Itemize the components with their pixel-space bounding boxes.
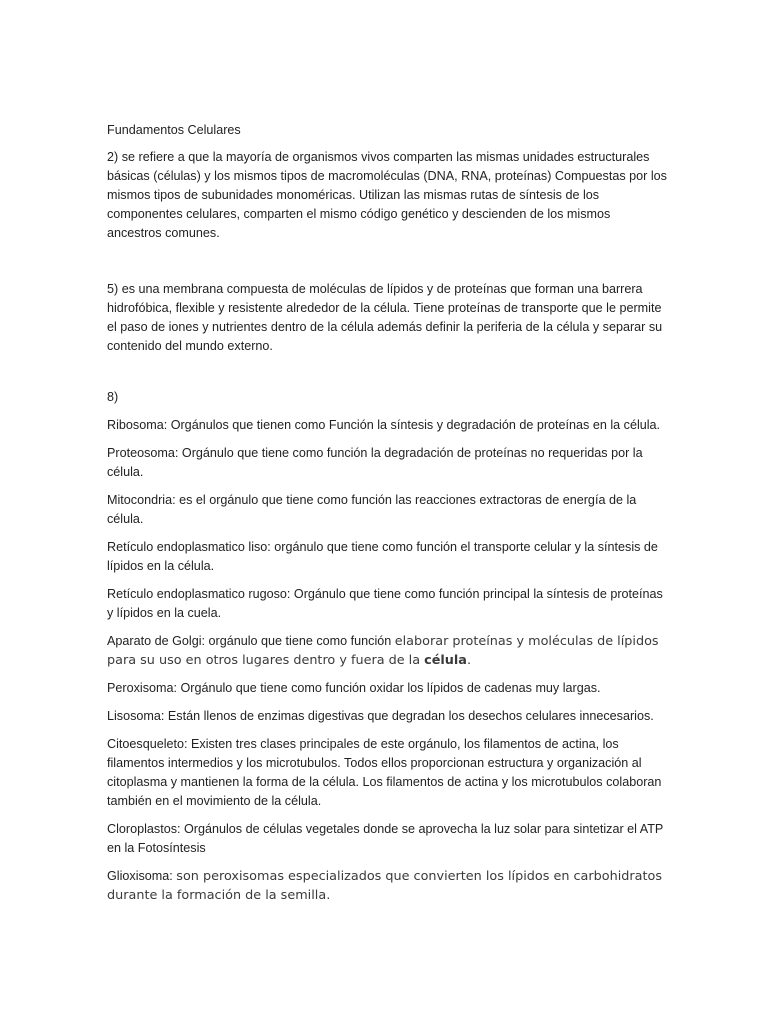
lisosoma-paragraph: Lisosoma: Están llenos de enzimas digestivas que degradan los desechos celulares innecesarios.	[107, 709, 654, 723]
golgi-paragraph	[107, 632, 667, 670]
cloroplastos-paragraph: Cloroplastos: Orgánulos de células vegetales donde se aprovecha la luz solar para sintetizar el ATP en la Fotosíntesis	[107, 822, 664, 855]
spacer	[107, 252, 667, 280]
citoesqueleto-paragraph: Citoesqueleto: Existen tres clases principales de este orgánulo, los filamentos de actina, los filamentos intermedios y los microtubulos. Todos ellos proporcionan estructura y organización al citoplasma y mantienen la forma de la célula. Los filamentos de actina y los microtubulos colaboran también en el movimiento de la célula.	[107, 737, 662, 808]
proteosoma-paragraph: Proteosoma: Orgánulo que tiene como función la degradación de proteínas no requeridas por la célula.	[107, 446, 643, 479]
reticulo-rugoso-paragraph: Retículo endoplasmatico rugoso: Orgánulo que tiene como función principal la síntesis de proteínas y lípidos en la cuela.	[107, 587, 663, 620]
glioxisoma-prefix: Glioxisoma:	[107, 869, 177, 883]
answer-5-paragraph: 5) es una membrana compuesta de moléculas de lípidos y de proteínas que forman una barrera hidrofóbica, flexible y resistente alrededor de la célula. Tiene proteínas de transporte que le permite el paso de iones y nutrientes dentro de la célula además definir la periferia de la célula y separar su contenido del mundo externo.	[107, 282, 663, 353]
glioxisoma-paragraph	[107, 867, 667, 905]
mitocondria-paragraph: Mitocondria: es el orgánulo que tiene como función las reacciones extractoras de energía de la célula.	[107, 493, 637, 526]
reticulo-liso-paragraph: Retículo endoplasmatico liso: orgánulo que tiene como función el transporte celular y la síntesis de lípidos en la célula.	[107, 540, 658, 573]
golgi-prefix: Aparato de Golgi: orgánulo que tiene como función	[107, 634, 395, 648]
ribosoma-paragraph: Ribosoma: Orgánulos que tienen como Función la síntesis y degradación de proteínas en la célula.	[107, 418, 661, 432]
golgi-bold-word: célula	[424, 653, 467, 668]
document-title: Fundamentos Celulares	[107, 123, 241, 137]
golgi-period: .	[466, 653, 472, 668]
answer-2-paragraph: 2) se refiere a que la mayoría de organismos vivos comparten las mismas unidades estructurales básicas (células) y los mismos tipos de macromoléculas (DNA, RNA, proteínas) Compuestas por los mismos tipos de subunidades monoméricas. Utilizan las mismas rutas de síntesis de los componentes celulares, comparten el mismo código genético y descienden de los mismos ancestros comunes.	[107, 150, 667, 240]
golgi-description: elaborar proteínas y moléculas de lípidos para su uso en otros lugares dentro y fuera de la	[107, 634, 659, 668]
answer-8-label: 8)	[107, 390, 119, 404]
peroxisoma-paragraph: Peroxisoma: Orgánulo que tiene como función oxidar los lípidos de cadenas muy largas.	[107, 681, 601, 695]
glioxisoma-description: son peroxisomas especializados que convierten los lípidos en carbohidratos durante la formación de la semilla.	[107, 869, 663, 903]
document-page	[107, 121, 667, 914]
spacer	[107, 365, 667, 388]
